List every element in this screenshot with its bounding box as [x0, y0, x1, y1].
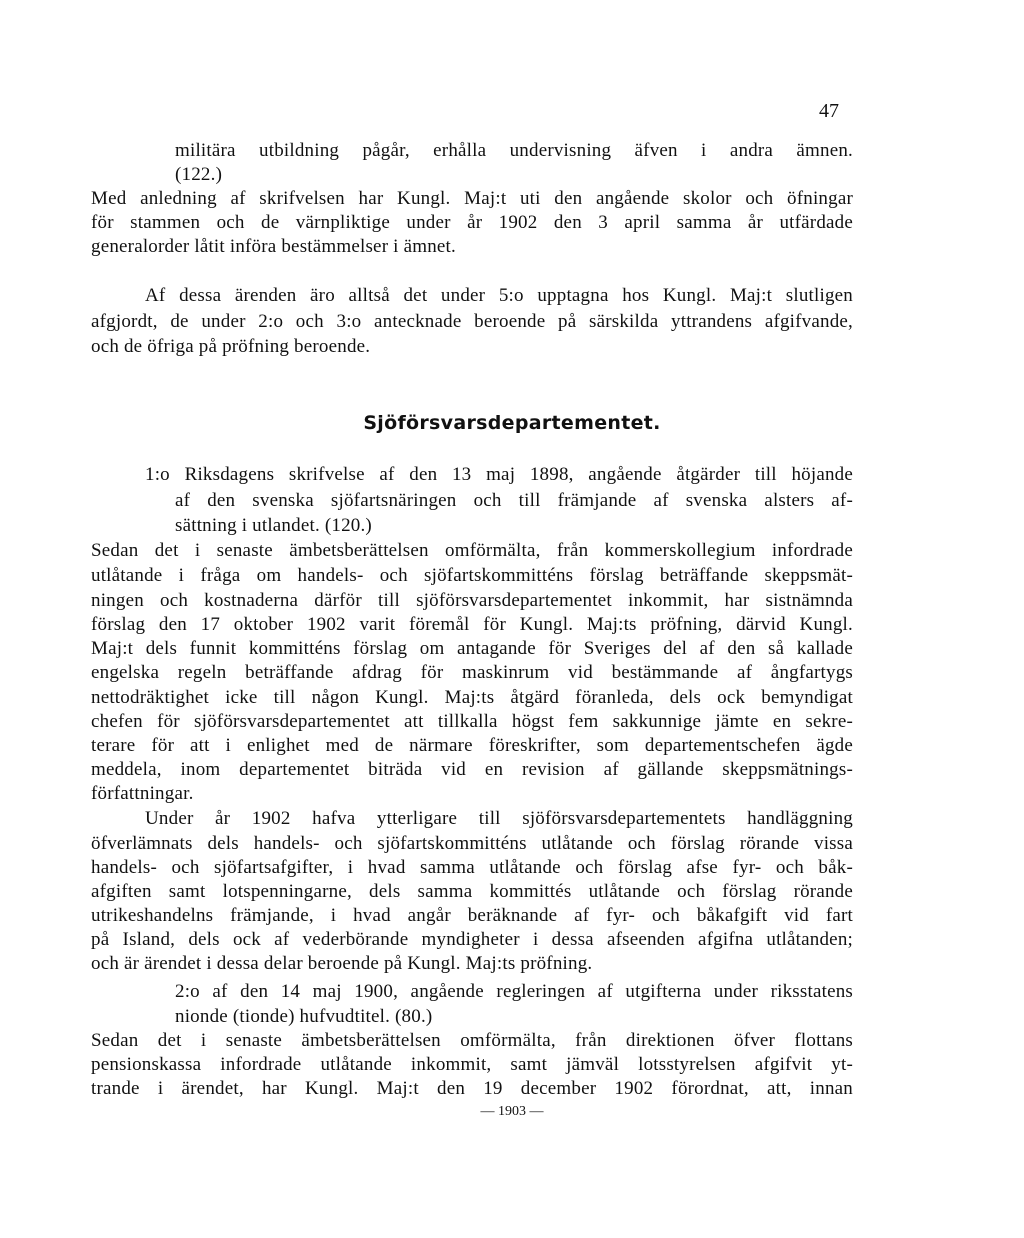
- text-line: ningen och kostnaderna därför till sjöförsvarsdepartementet inkommit, har sistnämnda: [91, 590, 853, 611]
- text-line: Maj:t dels funnit kommitténs förslag om antagande för Sveriges del af den så kallade: [91, 638, 853, 659]
- text-line: och de öfriga på pröfning beroende.: [91, 336, 371, 357]
- text-line: militära utbildning pågår, erhålla undervisning äfven i andra ämnen.: [175, 140, 853, 161]
- text-line: författningar.: [91, 783, 194, 804]
- text-line: förslag den 17 oktober 1902 varit föremål för Kungl. Maj:ts pröfning, därvid Kungl.: [91, 614, 853, 635]
- text-line: utrikeshandelns främjande, i hvad angår beräknande af fyr- och båkafgift vid fart: [91, 905, 853, 926]
- text-line: utlåtande i fråga om handels- och sjöfartskommitténs förslag beträffande skeppsmät-: [91, 565, 853, 586]
- text-line: (122.): [175, 164, 223, 185]
- text-line: engelska regeln beträffande afdrag för maskinrum vid bestämmande af ångfartygs: [91, 662, 853, 683]
- text-line: af den svenska sjöfartsnäringen och till främjande af svenska alsters af-: [175, 490, 853, 511]
- text-line: 1:o Riksdagens skrifvelse af den 13 maj 1898, angående åtgärder till höjande: [145, 464, 853, 485]
- text-line: terare för att i enlighet med de närmare föreskrifter, som departementschefen ägde: [91, 735, 853, 756]
- text-line: Under år 1902 hafva ytterligare till sjöförsvarsdepartementets handläggning: [145, 808, 853, 829]
- text-line: afgjordt, de under 2:o och 3:o antecknade beroende på särskilda yttrandens afgifvande,: [91, 311, 853, 332]
- text-line: afgiften samt lotspenningarne, dels samma kommittés utlåtande och förslag rörande: [91, 881, 853, 902]
- text-line: öfverlämnats dels handels- och sjöfartskommitténs utlåtande och förslag rörande vissa: [91, 833, 853, 854]
- text-line: Sedan det i senaste ämbetsberättelsen omförmälta, från direktionen öfver flottans: [91, 1030, 853, 1051]
- text-line: meddela, inom departementet biträda vid en revision af gällande skeppsmätnings-: [91, 759, 853, 780]
- text-line: på Island, dels ock af vederbörande myndigheter i dessa afseenden afgifna utlåtanden;: [91, 929, 853, 950]
- text-line: sättning i utlandet. (120.): [175, 515, 372, 536]
- text-line: trande i ärendet, har Kungl. Maj:t den 19 december 1902 förordnat, att, innan: [91, 1078, 853, 1099]
- text-line: chefen för sjöförsvarsdepartementet att tillkalla högst fem sakkunnige jämte en sekre-: [91, 711, 853, 732]
- page-number: 47: [819, 100, 839, 122]
- text-line: Af dessa ärenden äro alltså det under 5:o upptagna hos Kungl. Maj:t slutligen: [145, 285, 853, 306]
- page-footer: — 1903 —: [480, 1104, 544, 1119]
- text-line: för stammen och de värnpliktige under år 1902 den 3 april samma år utfärdade: [91, 212, 853, 233]
- text-line: nionde (tionde) hufvudtitel. (80.): [175, 1006, 433, 1027]
- text-line: och är ärendet i dessa delar beroende på Kungl. Maj:ts pröfning.: [91, 953, 593, 974]
- text-line: Med anledning af skrifvelsen har Kungl. Maj:t uti den angående skolor och öfningar: [91, 188, 853, 209]
- text-line: Sedan det i senaste ämbetsberättelsen omförmälta, från kommerskollegium infordrade: [91, 540, 853, 561]
- text-line: nettodräktighet icke till någon Kungl. Maj:ts åtgärd föranleda, dels ock bemyndigat: [91, 687, 853, 708]
- text-line: pensionskassa infordrade utlåtande inkommit, samt jämväl lotsstyrelsen afgifvit yt-: [91, 1054, 853, 1075]
- text-line: 2:o af den 14 maj 1900, angående regleringen af utgifterna under riksstatens: [175, 981, 853, 1002]
- text-line: handels- och sjöfartsafgifter, i hvad samma utlåtande och förslag afse fyr- och båk-: [91, 857, 853, 878]
- text-line: generalorder låtit införa bestämmelser i ämnet.: [91, 236, 456, 257]
- section-heading: Sjöförsvarsdepartementet.: [363, 412, 661, 434]
